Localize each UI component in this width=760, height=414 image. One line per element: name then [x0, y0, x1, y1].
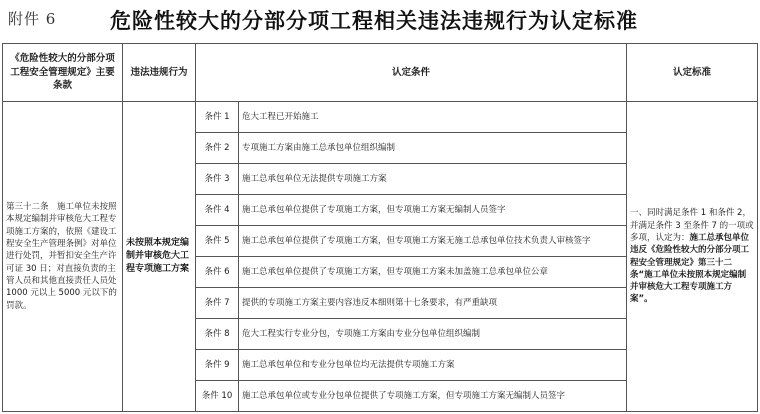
condition-text: 施工总承包单位提供了专项施工方案，但专项施工方案未加盖施工总承包单位公章: [239, 257, 627, 288]
condition-text: 施工总承包单位和专业分包单位均无法提供专项施工方案: [239, 350, 627, 381]
condition-text: 专项施工方案由施工总承包单位组织编制: [239, 133, 627, 164]
attachment-label: 附件 6: [8, 10, 57, 28]
condition-label: 条件 7: [196, 288, 239, 319]
header-conditions: 认定条件: [196, 44, 627, 102]
condition-text: 提供的专项施工方案主要内容违反本细则第十七条要求，有严重缺项: [239, 288, 627, 319]
basis-cell: 第三十二条 施工单位未按照本规定编制并审核危大工程专项施工方案的，依照《建设工程安全生产管理条例》对单位进行处罚，并暂扣安全生产许可证 30 日；对直接负责的主管人员和其他直接责任人员处 1000 元以上 5000 元以下的罚款。: [3, 102, 123, 412]
condition-label: 条件 10: [196, 381, 239, 412]
condition-label: 条件 3: [196, 164, 239, 195]
condition-label: 条件 6: [196, 257, 239, 288]
condition-text: 施工总承包单位提供了专项施工方案，但专项施工方案无施工总承包单位技术负责人审核签字: [239, 226, 627, 257]
condition-text: 施工总承包单位无法提供专项施工方案: [239, 164, 627, 195]
header-basis: 《危险性较大的分部分项工程安全管理规定》主要条款: [3, 44, 123, 102]
standard-intro: 一、同时满足条件 1 和条件 2，并满足条件 3 至条件 7 的一项或多项，认定为：: [630, 208, 754, 243]
condition-label: 条件 4: [196, 195, 239, 226]
condition-label: 条件 5: [196, 226, 239, 257]
condition-label: 条件 2: [196, 133, 239, 164]
condition-text: 施工总承包单位或专业分包单位提供了专项施工方案，但专项施工方案无编制人员签字: [239, 381, 627, 412]
header-standard: 认定标准: [627, 44, 758, 102]
page-title: 危险性较大的分部分项工程相关违法违规行为认定标准: [110, 9, 638, 33]
condition-text: 危大工程实行专业分包，专项施工方案由专业分包单位组织编制: [239, 319, 627, 350]
standard-cell: [627, 102, 758, 412]
condition-label: 条件 9: [196, 350, 239, 381]
condition-text: 危大工程已开始施工: [239, 102, 627, 133]
violation-cell: 未按照本规定编制并审核危大工程专项施工方案: [123, 102, 196, 412]
table-row: [3, 102, 758, 133]
condition-label: 条件 8: [196, 319, 239, 350]
table-header-row: [3, 44, 758, 102]
header-violation: 违法违规行为: [123, 44, 196, 102]
standards-table: [2, 43, 758, 412]
standard-verdict: 施工总承包单位违反《危险性较大的分部分项工程安全管理规定》第三十二条“施工单位未按照本规定编制并审核危大工程专项施工方案”。: [630, 232, 750, 305]
condition-text: 施工总承包单位提供了专项施工方案，但专项施工方案无编制人员签字: [239, 195, 627, 226]
condition-label: 条件 1: [196, 102, 239, 133]
